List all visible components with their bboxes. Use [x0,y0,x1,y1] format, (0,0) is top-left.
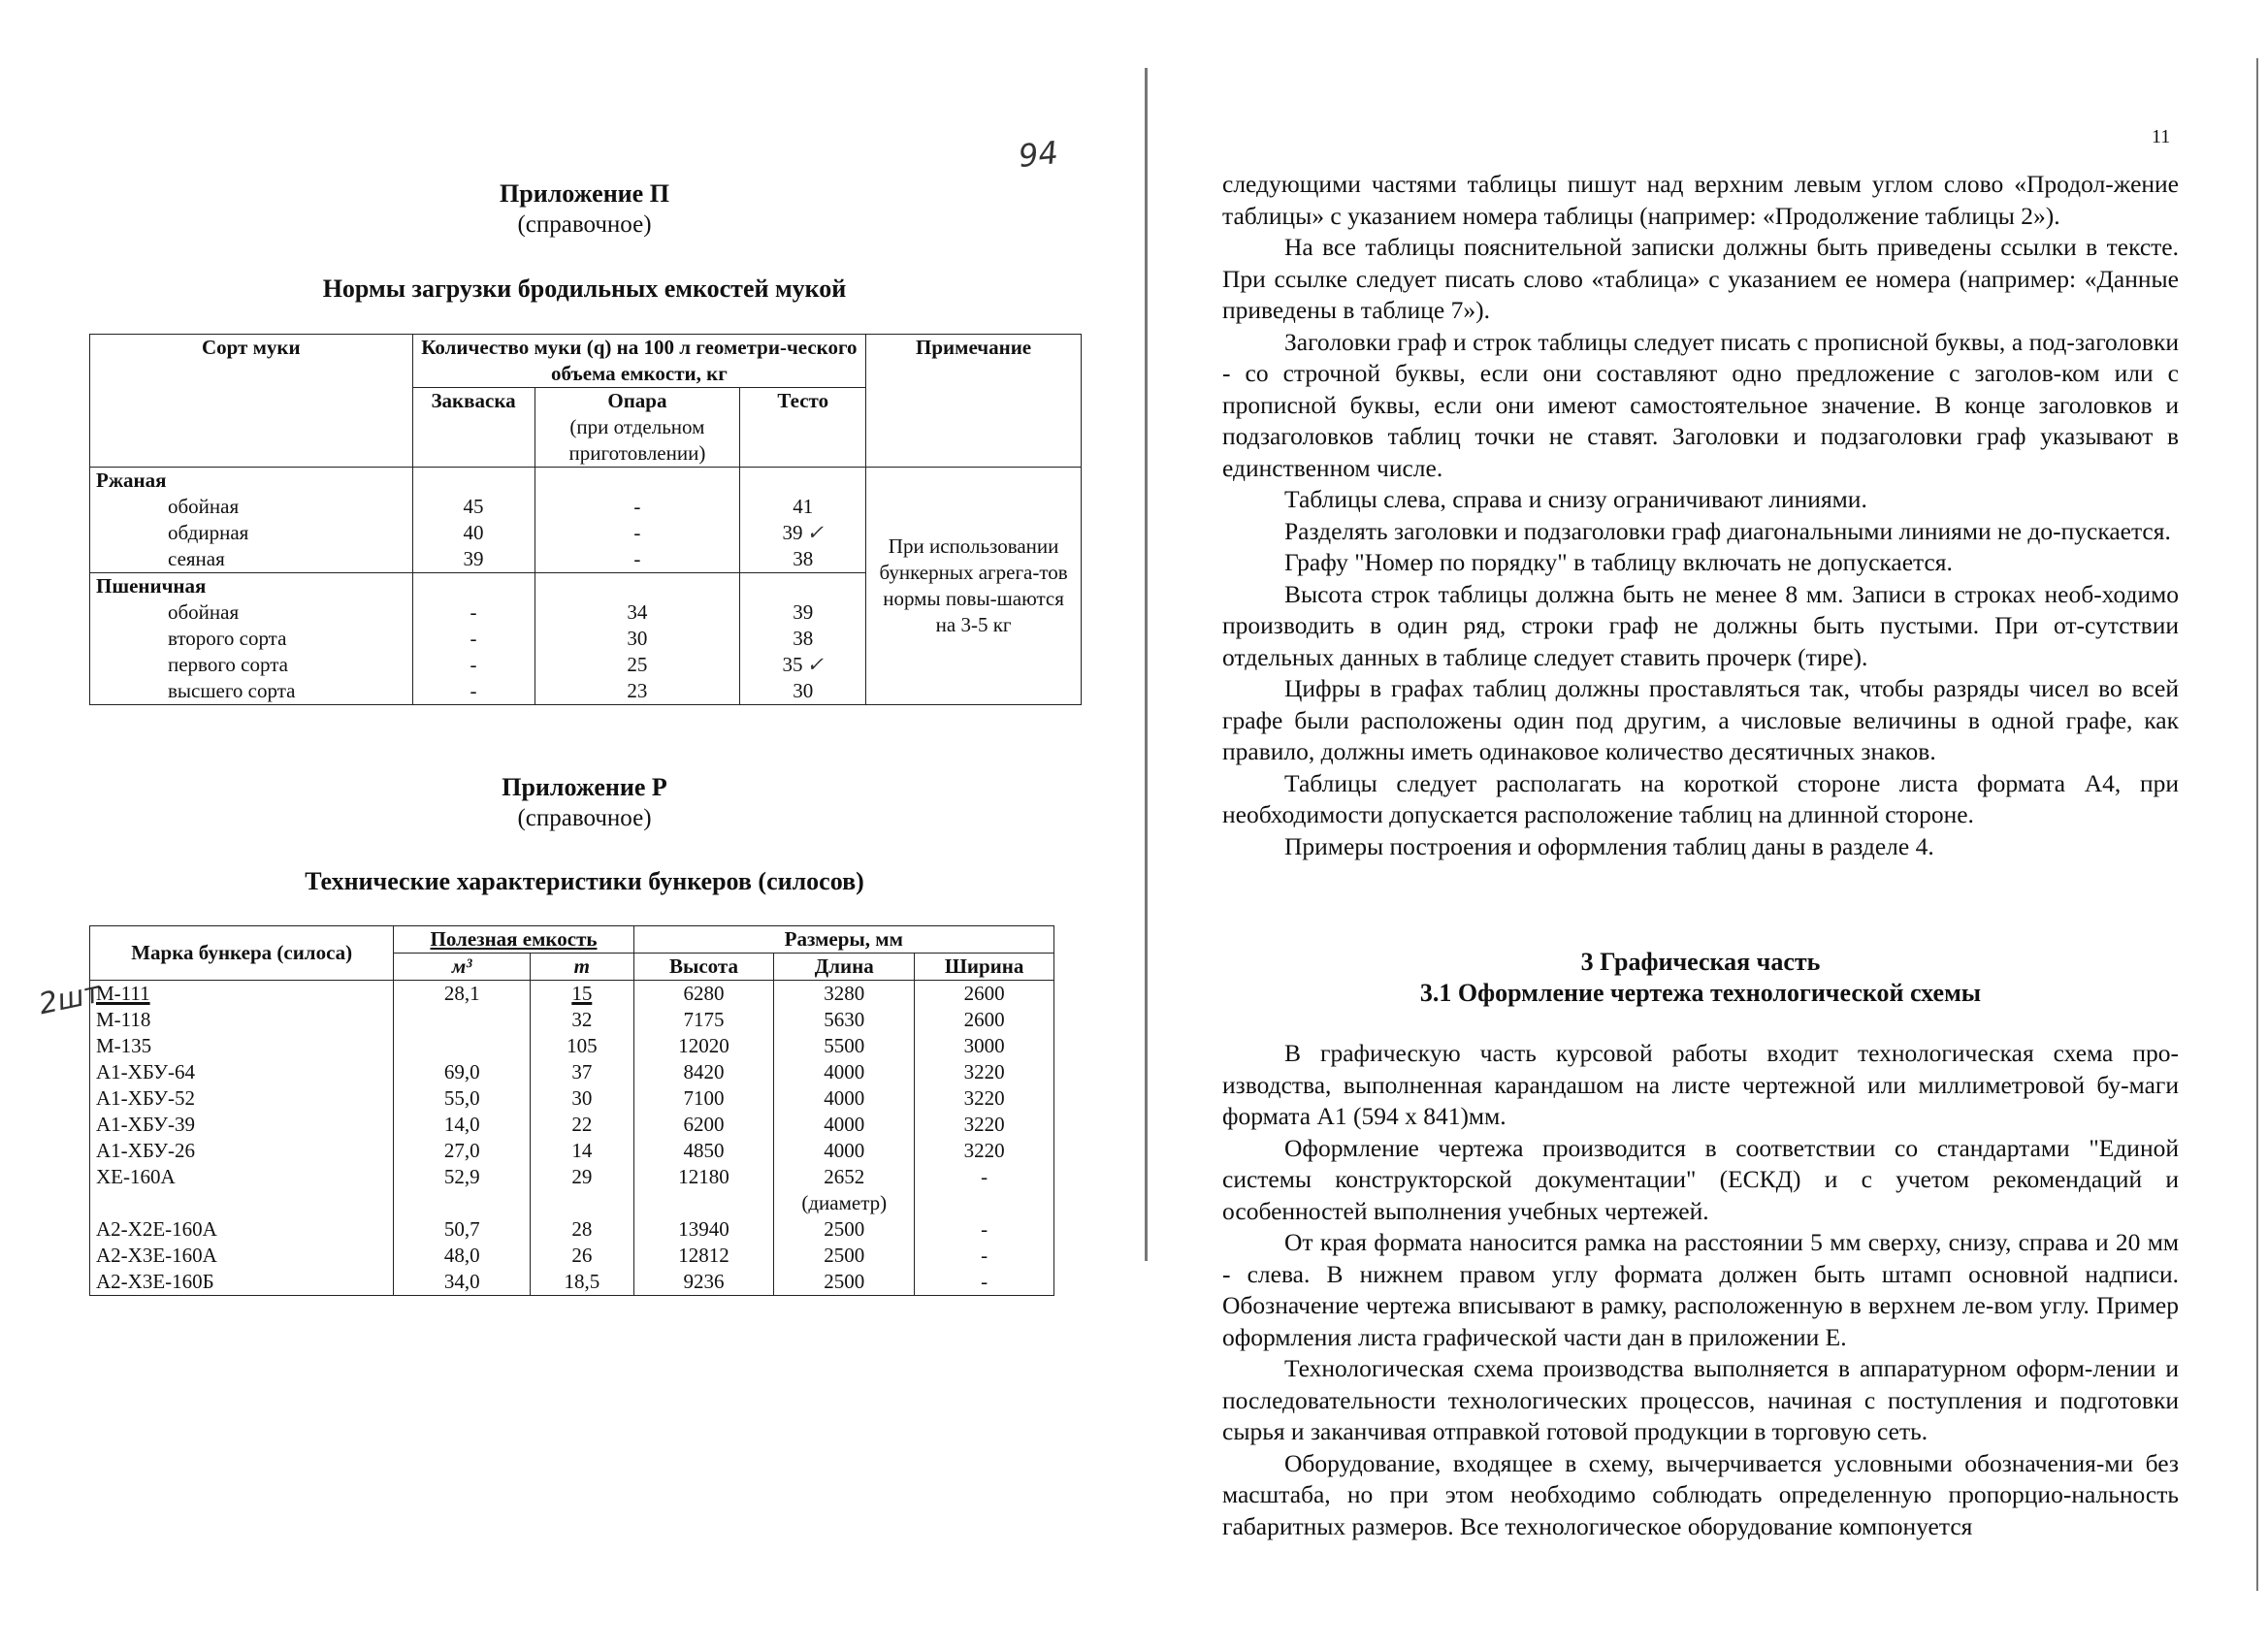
cell-testo: 41 [740,494,866,520]
row-name: обойная [90,494,413,520]
cell-length [774,1164,915,1216]
cell-height: 6280 [633,981,774,1008]
cell-testo: 30 [740,678,866,705]
cell-zakvaska: 39 [412,546,535,573]
appendix-p-table-title: Нормы загрузки бродильных емкостей мукой [322,275,847,303]
header-flour-grade: Сорт муки [90,335,413,468]
cell-length: 3280 [774,981,915,1008]
cell-mark: ХЕ-160А [90,1164,394,1216]
left-page [0,0,1125,1649]
cell-mark: М-111 [96,982,150,1005]
table-row [90,1033,1054,1059]
cell-height: 9236 [633,1269,774,1296]
group-rye-label: Ржаная [90,468,413,495]
cell-m3: 50,7 [394,1216,531,1243]
cell-m3: 14,0 [394,1112,531,1138]
header-t: т [531,954,634,981]
paragraph: Таблицы слева, справа и снизу ограничивают линиями. [1284,485,1867,513]
table-row [90,1007,1054,1033]
appendix-r-table-title: Технические характеристики бункеров (силосов) [305,867,864,895]
cell-mark: М-135 [90,1033,394,1059]
cell-length-note: (диаметр) [801,1191,888,1214]
header-silo-mark: Марка бункера (силоса) [90,926,394,981]
cell-height: 12180 [633,1164,774,1216]
cell-length: 2500 [774,1243,915,1269]
cell-testo: 39 [740,599,866,626]
cell-t: 22 [531,1112,634,1138]
table-header-row [90,926,1054,954]
check-mark-icon: ✓ [806,653,825,676]
header-note: Примечание [866,335,1082,468]
cell-m3: 27,0 [394,1138,531,1164]
cell-testo-value: 35 [782,653,803,676]
cell-zakvaska: 40 [412,520,535,546]
cell-zakvaska: - [412,652,535,678]
cell-height: 7175 [633,1007,774,1033]
cell-t: 15 [571,982,593,1005]
cell-t: 32 [531,1007,634,1033]
cell-opara: - [535,546,740,573]
cell-t: 30 [531,1085,634,1112]
table-row-group-rye [90,468,1082,495]
handwritten-page-number: 94 [1017,133,1060,176]
check-mark-icon: ✓ [806,521,825,544]
header-useful-capacity-label: Полезная емкость [430,927,598,951]
cell-testo: 38 [740,546,866,573]
handwritten-margin-note: 2шт [36,975,104,1022]
cell-width: - [915,1216,1054,1243]
cell-mark: А1-ХБУ-26 [90,1138,394,1164]
right-page-text-top [1222,169,2179,862]
cell-length: 2500 [774,1216,915,1243]
table-row [90,1085,1054,1112]
cell-opara: 30 [535,626,740,652]
header-zakvaska: Закваска [412,388,535,468]
cell-zakvaska: 45 [412,494,535,520]
cell-m3: 48,0 [394,1243,531,1269]
cell-width: 3220 [915,1112,1054,1138]
cell-height: 6200 [633,1112,774,1138]
appendix-r-subtitle: (справочное) [517,805,652,831]
cell-width: 3000 [915,1033,1054,1059]
cell-height: 8420 [633,1059,774,1085]
appendix-r-title: Приложение Р [502,773,667,801]
row-name: первого сорта [90,652,413,678]
cell-mark: А2-Х3Е-160Б [90,1269,394,1296]
right-page-text-bottom [1222,1038,2179,1542]
paragraph: Оборудование, входящее в схему, вычерчивается условными обозначения-ми без масштаба, но при этом необходимо соблюдать определенную пропорцио-нальность габаритных размеров. Все технологическое оборудование компонуется [1222,1448,2179,1540]
cell-t: 28 [531,1216,634,1243]
row-name: обдирная [90,520,413,546]
cell-length: 5630 [774,1007,915,1033]
table-row [90,1164,1054,1216]
table-row [90,1059,1054,1085]
cell-width: 2600 [915,981,1054,1008]
section-title: 3 Графическая часть [1580,948,1821,976]
cell-length: 2500 [774,1269,915,1296]
paragraph: Высота строк таблицы должна быть не менее 8 мм. Записи в строках необ-ходимо производить в один ряд, строки граф не должны быть пустыми. При от-сутствии отдельных данных в таблице следует ставить прочерк (тире). [1222,579,2179,671]
table-row [90,981,1054,1008]
cell-opara: - [535,520,740,546]
paragraph: Таблицы следует располагать на короткой стороне листа формата А4, при необходимости допускается расположение таблиц на длинной стороне. [1222,768,2179,828]
row-name: сеяная [90,546,413,573]
cell-testo-value: 39 [782,521,803,544]
cell-height: 7100 [633,1085,774,1112]
appendix-p-heading [87,178,1082,241]
cell-zakvaska: - [412,599,535,626]
cell-t: 14 [531,1138,634,1164]
cell-width: 3220 [915,1085,1054,1112]
paragraph: Технологическая схема производства выполняется в аппаратурном оформ-лении и последовательности технологических процессов, начиная с поступления и подготовки сырья и заканчивая отправкой готовой продукции в торговую сеть. [1222,1354,2179,1445]
cell-length: 4000 [774,1059,915,1085]
header-flour-quantity: Количество муки (q) на 100 л геометри-ческого объема емкости, кг [412,335,866,388]
paragraph: В графическую часть курсовой работы входит технологическая схема про-изводства, выполненная карандашом на листе чертежной или миллиметровой бу-маги формата А1 (594 х 841)мм. [1222,1039,2179,1130]
table-row [90,1112,1054,1138]
paragraph: Цифры в графах таблиц должны проставляться так, чтобы разряды чисел во всей графе были расположены один под другим, а числовые величины в одной графе, как правило, должны иметь одинаковое количество десятичных знаков. [1222,674,2179,765]
cell-height: 4850 [633,1138,774,1164]
header-opara [535,388,740,468]
header-m3: м³ [394,954,531,981]
header-dimensions: Размеры, мм [633,926,1053,954]
header-useful-capacity [394,926,633,954]
cell-m3 [394,1033,531,1059]
cell-height: 12020 [633,1033,774,1059]
cell-m3: 69,0 [394,1059,531,1085]
header-length: Длина [774,954,915,981]
cell-mark: А2-Х2Е-160А [90,1216,394,1243]
cell-width: 3220 [915,1059,1054,1085]
paragraph: На все таблицы пояснительной записки должны быть приведены ссылки в тексте. При ссылке следует писать слово «таблица» с указанием ее номера (например: «Данные приведены в таблице 7»). [1222,233,2179,324]
cell-opara: 34 [535,599,740,626]
row-name: второго сорта [90,626,413,652]
cell-mark: А2-Х3Е-160А [90,1243,394,1269]
row-name: высшего сорта [90,678,413,705]
header-testo: Тесто [740,388,866,468]
printed-page-number: 11 [2152,126,2171,147]
paragraph: От края формата наносится рамка на расстоянии 5 мм сверху, снизу, справа и 20 мм - слева. В нижнем правом углу формата должен быть штамп основной надписи. Обозначение чертежа вписывают в рамку, расположенную в верхнем ле-вом углу. Пример оформления листа графической части дан в приложении Е. [1222,1228,2179,1351]
cell-m3 [394,1007,531,1033]
paragraph: Примеры построения и оформления таблиц даны в разделе 4. [1284,831,1934,860]
table-row [90,1269,1054,1296]
cell-t: 26 [531,1243,634,1269]
cell-length: 4000 [774,1112,915,1138]
cell-m3: 28,1 [394,981,531,1008]
cell-t: 105 [531,1033,634,1059]
header-opara-note: (при отдельном приготовлении) [568,415,706,465]
cell-length: 5500 [774,1033,915,1059]
paragraph: Заголовки граф и строк таблицы следует писать с прописной буквы, а под-заголовки - со строчной буквы, если они составляют одно предложение с заголов-ком или с прописной буквы, если они имеют самостоятельное значение. В конце заголовков и подзаголовков таблиц точки не ставят. Заголовки и подзаголовки граф указывают в единственном числе. [1222,327,2179,482]
cell-testo: 38 [740,626,866,652]
cell-length: 4000 [774,1085,915,1112]
cell-testo [740,520,866,546]
cell-width: - [915,1164,1054,1216]
subsection-title: 3.1 Оформление чертежа технологической схемы [1419,979,1982,1007]
cell-width: - [915,1269,1054,1296]
header-opara-label: Опара [607,389,667,412]
cell-width: 3220 [915,1138,1054,1164]
appendix-p-title: Приложение П [500,179,669,208]
cell-mark: М-118 [90,1007,394,1033]
paragraph: следующими частями таблицы пишут над верхним левым углом слово «Продол-жение таблицы» с указанием номера таблицы (например: «Продолжение таблицы 2»). [1222,170,2179,230]
paragraph: Разделять заголовки и подзаголовки граф диагональными линиями не до-пускается. [1284,516,2171,545]
cell-width: 2600 [915,1007,1054,1033]
header-height: Высота [633,954,774,981]
section-heading [1222,947,2179,1009]
cell-width: - [915,1243,1054,1269]
cell-height: 13940 [633,1216,774,1243]
cell-t: 29 [531,1164,634,1216]
cell-length: 4000 [774,1138,915,1164]
cell-zakvaska: - [412,626,535,652]
cell-opara: 23 [535,678,740,705]
flour-norms-table [89,334,1082,705]
cell-mark: А1-ХБУ-64 [90,1059,394,1085]
table-header-row [90,335,1082,388]
header-width: Ширина [915,954,1054,981]
table-row [90,1243,1054,1269]
cell-opara: - [535,494,740,520]
group-wheat-label: Пшеничная [90,573,413,600]
appendix-r-heading [87,772,1082,834]
cell-t: 37 [531,1059,634,1085]
cell-t: 18,5 [531,1269,634,1296]
cell-length-value: 2652 [824,1165,865,1188]
appendix-p-subtitle: (справочное) [517,211,652,238]
note-cell: При использовании бункерных агрега-тов нормы повы-шаются на 3-5 кг [866,468,1082,705]
cell-m3: 34,0 [394,1269,531,1296]
cell-mark: А1-ХБУ-52 [90,1085,394,1112]
cell-opara: 25 [535,652,740,678]
row-name: обойная [90,599,413,626]
cell-testo [740,652,866,678]
cell-m3: 55,0 [394,1085,531,1112]
cell-m3: 52,9 [394,1164,531,1216]
paragraph: Графу "Номер по порядку" в таблицу включать не допускается. [1284,548,1953,576]
silo-specs-table [89,925,1054,1296]
paragraph: Оформление чертежа производится в соответствии со стандартами "Единой системы конструкторской документации" (ЕСКД) и с учетом рекомендаций и особенностей выполнения учебных чертежей. [1222,1133,2179,1225]
cell-mark: А1-ХБУ-39 [90,1112,394,1138]
cell-zakvaska: - [412,678,535,705]
cell-height: 12812 [633,1243,774,1269]
table-row [90,1216,1054,1243]
table-row [90,1138,1054,1164]
